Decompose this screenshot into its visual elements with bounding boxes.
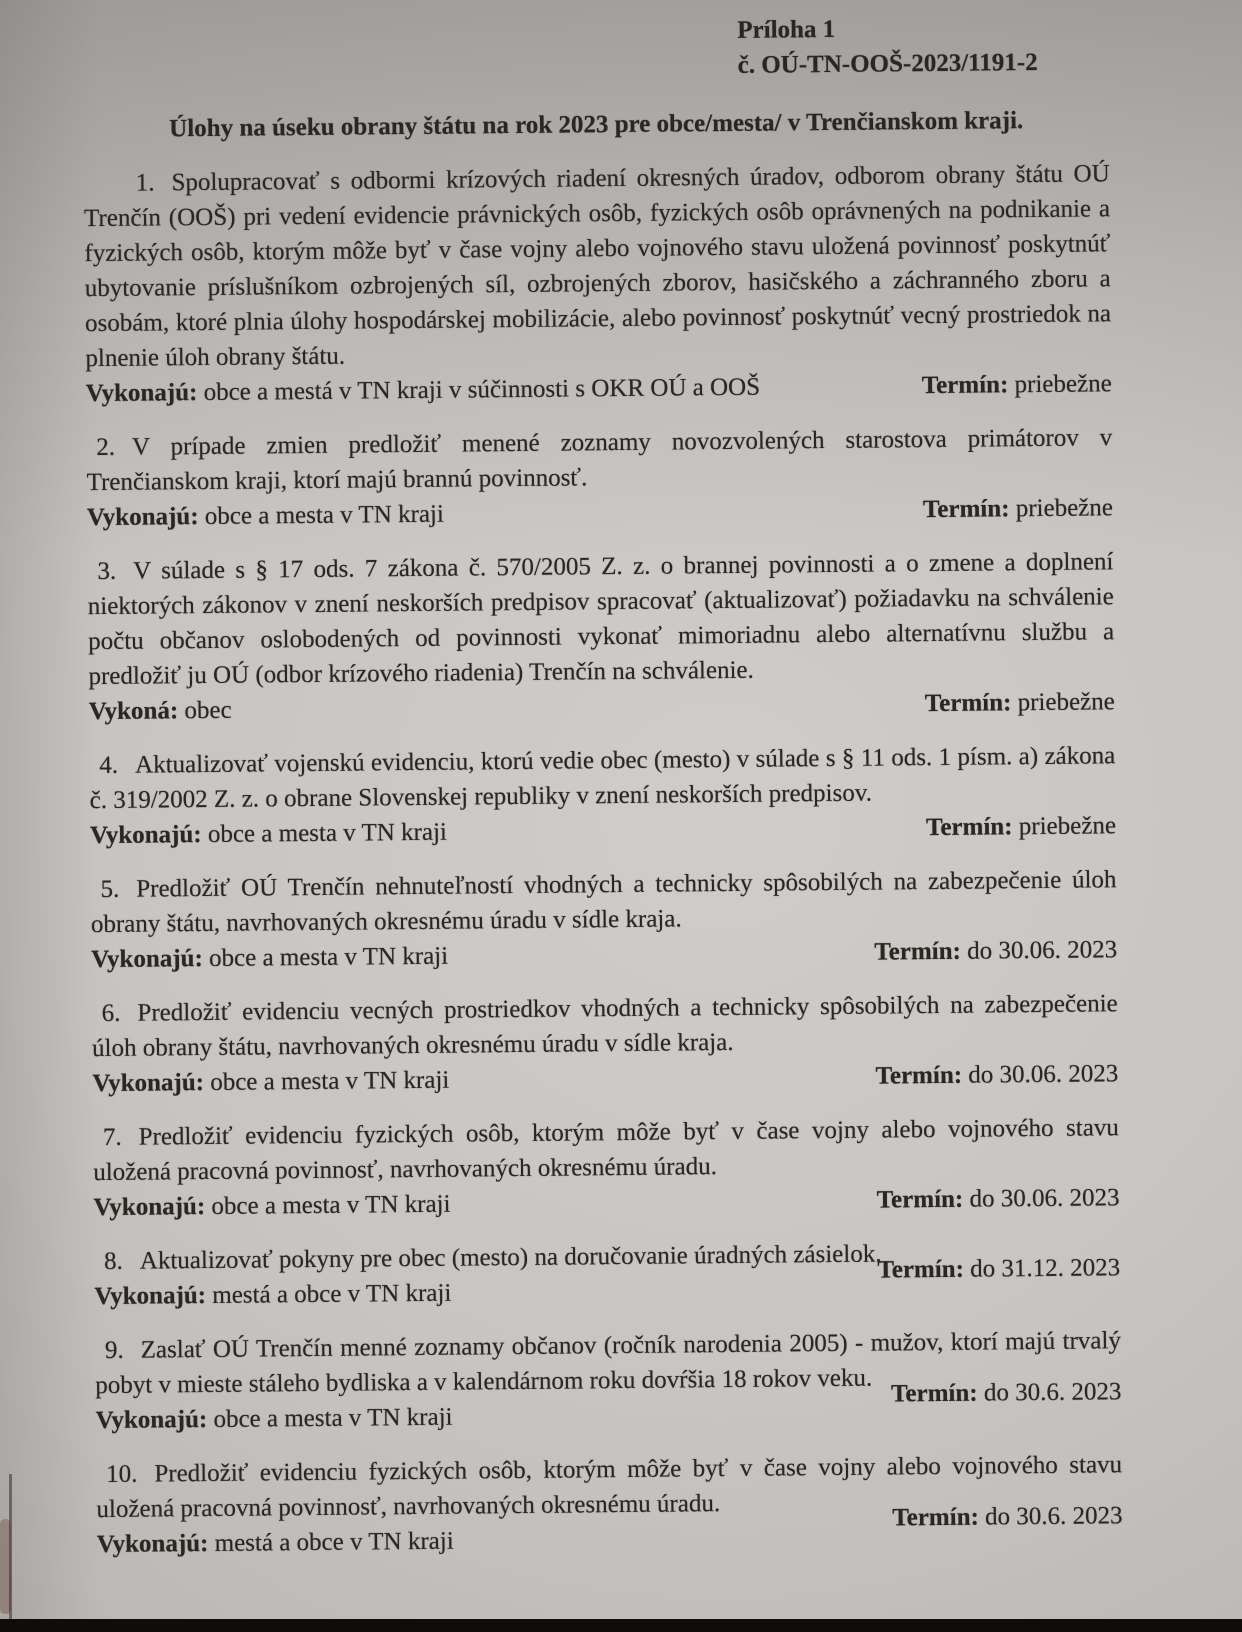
task-number: 9.: [104, 1336, 124, 1364]
term-label: Termín:: [925, 813, 1013, 842]
executor-label: Vykonajú:: [95, 1406, 208, 1435]
task-text: 7. Predložiť evidenciu fyzických osôb, ktorým môže byť v čase vojny alebo vojnového stavu uložená pracovná povinnosť, navrhovaných okresnému úradu.: [93, 1114, 1119, 1187]
executor-label: Vykoná:: [88, 697, 179, 726]
executor-line: [92, 1063, 449, 1101]
task-text: 4. Aktualizovať vojenskú evidenciu, ktorú vedie obec (mesto) v súlade s § 11 ods. 1 písm. a) zákona č. 319/2002 Z. z. o obrane Slovenskej republiky v znení neskorších predpisov.: [89, 742, 1116, 815]
task-item-1: [84, 156, 1112, 411]
executor-line: [90, 815, 447, 853]
executor-label: Vykonajú:: [96, 1530, 209, 1559]
term-label: Termín:: [874, 937, 962, 966]
term-label: Termín:: [890, 1379, 978, 1408]
term-line: [925, 684, 1115, 721]
executor-line: [91, 939, 448, 977]
task-item-9: [95, 1323, 1122, 1438]
term-line: [877, 1180, 1120, 1217]
executor-value: obce a mesta v TN kraji: [213, 1403, 453, 1433]
task-item-7: [93, 1110, 1120, 1225]
task-item-6: [92, 986, 1119, 1101]
term-value: priebežne: [1014, 370, 1112, 399]
executor-label: Vykonajú:: [91, 945, 203, 974]
executor-value: obce a mesta v TN kraji: [210, 1066, 450, 1096]
executor-line: [87, 497, 444, 535]
term-label: Termín:: [921, 371, 1009, 400]
executor-value: obce a mesta v TN kraji: [208, 942, 449, 972]
task-number: 2.: [96, 433, 116, 462]
task-number: 7.: [102, 1123, 122, 1151]
task-text: 8. Aktualizovať pokyny pre obec (mesto) na doručovanie úradných zásielok.: [103, 1240, 882, 1275]
task-number: 3.: [97, 557, 117, 586]
term-value: do 31.12. 2023: [970, 1254, 1121, 1283]
term-label: Termín:: [877, 1255, 965, 1284]
task-text: 3. V súlade s § 17 ods. 7 zákona č. 570/2005 Z. z. o brannej povinnosti a o zmene a doplnení niektorých zákonov v znení neskorších predpisov spracovať (aktualizovať) požiadavku na schválenie počtu občanov oslobodených od povinnosti vykonať mimoriadnu alebo alternatívnu službu a predložiť ju OÚ (odbor krízového riadenia) Trenčín na schválenie.: [87, 548, 1115, 691]
task-item-4: [89, 738, 1116, 853]
task-item-8: [94, 1234, 1121, 1314]
executor-label: Vykonajú:: [86, 503, 199, 532]
executor-value: mestá a obce v TN kraji: [212, 1279, 452, 1309]
task-number: 10.: [106, 1460, 138, 1488]
executor-value: obce a mesta v TN kraji: [204, 500, 445, 530]
term-value: priebežne: [1015, 494, 1114, 523]
term-line: [922, 366, 1112, 403]
executor-value: obce a mesta v TN kraji: [211, 1190, 451, 1220]
executor-label: Vykonajú:: [92, 1069, 205, 1098]
task-text: 5. Predložiť OÚ Trenčín nehnuteľností vhodných a technicky spôsobilých na zabezpečenie úloh obrany štátu, navrhovaných okresnému úradu v sídle kraja.: [90, 866, 1117, 939]
term-value: priebežne: [1017, 688, 1115, 717]
term-label: Termín:: [892, 1503, 979, 1532]
task-text: 6. Predložiť evidenciu vecných prostriedkov vhodných a technicky spôsobilých na zabezpečenie úloh obrany štátu, navrhovaných okresnému úradu v sídle kraja.: [91, 990, 1118, 1063]
term-label: Termín:: [924, 689, 1012, 718]
task-number: 4.: [99, 751, 119, 780]
term-value: do 30.6. 2023: [984, 1502, 1123, 1531]
executor-label: Vykonajú:: [89, 821, 202, 850]
executor-value: obce a mesta v TN kraji: [207, 818, 448, 848]
executor-line: [94, 1276, 451, 1314]
term-value: priebežne: [1018, 812, 1117, 841]
executor-line: [93, 1187, 450, 1225]
task-text: 9. Zaslať OÚ Trenčín menné zoznamy občanov (ročník narodenia 2005) - mužov, ktorí majú trvalý pobyt v mieste stáleho bydliska a v kalendárnom roku dovŕšia 18 rokov veku.: [95, 1327, 1122, 1400]
executor-line: [89, 693, 232, 729]
task-number: 8.: [103, 1247, 123, 1275]
executor-value: obce a mestá v TN kraji v súčinnosti s OKR OÚ a OOŠ: [203, 373, 761, 406]
term-line: [923, 490, 1113, 527]
term-label: Termín:: [875, 1061, 963, 1090]
term-label: Termín:: [876, 1185, 964, 1214]
task-text: 2. V prípade zmien predložiť menené zoznamy novozvolených starostova primátorov v Trenčianskom kraji, ktorí majú brannú povinnosť.: [86, 424, 1113, 497]
term-value: do 30.6. 2023: [983, 1378, 1122, 1407]
document-header: [737, 9, 1109, 83]
term-value: do 30.06. 2023: [969, 1184, 1120, 1213]
task-number: 5.: [100, 875, 120, 904]
executor-label: Vykonajú:: [94, 1282, 207, 1311]
task-number: 1.: [135, 169, 155, 197]
term-line: [891, 1374, 1122, 1411]
task-number: 6.: [101, 999, 121, 1028]
executor-line: [86, 370, 761, 411]
annex-label: Príloha 1: [737, 15, 836, 44]
term-line: [926, 808, 1116, 845]
term-line: [877, 1250, 1120, 1287]
term-value: do 30.06. 2023: [968, 1060, 1119, 1089]
executor-value: mestá a obce v TN kraji: [214, 1527, 454, 1557]
task-item-10: [96, 1447, 1123, 1562]
executor-line: [97, 1524, 454, 1562]
task-item-3: [87, 544, 1115, 729]
term-label: Termín:: [922, 495, 1010, 524]
term-value: do 30.06. 2023: [967, 936, 1118, 965]
executor-line: [95, 1400, 452, 1438]
term-line: [892, 1498, 1123, 1535]
executor-label: Vykonajú:: [93, 1193, 206, 1222]
term-line: [875, 1056, 1118, 1093]
task-item-5: [90, 862, 1117, 977]
reference-number: č. OÚ-TN-OOŠ-2023/1191-2: [737, 48, 1038, 79]
task-item-2: [86, 420, 1113, 535]
scan-edge-line: [9, 1474, 12, 1619]
executor-value: obec: [184, 696, 232, 725]
scan-bottom-edge: [0, 1619, 1242, 1632]
task-text: 1. Spolupracovať s odbormi krízových riadení okresných úradov, odborom obrany štátu OÚ Trenčín (OOŠ) pri vedení evidencie právnických osôb, fyzických osôb oprávnených na podnikanie a fyzických osôb, ktorým môže byť v čase vojny alebo vojnového stavu uložená povinnosť poskytnúť ubytovanie príslušníkom ozbrojených síl, ozbrojených zborov, hasičského a záchranného zboru a osobám, ktoré plnia úlohy hospodárskej mobilizácie, alebo povinnosť poskytnúť vecný prostriedok na plnenie úloh obrany štátu.: [83, 160, 1112, 373]
document-title: Úlohy na úseku obrany štátu na rok 2023 pre obce/mesta/ v Trenčianskom kraji.: [169, 107, 1024, 143]
task-text: 10. Predložiť evidenciu fyzických osôb, ktorým môže byť v čase vojny alebo vojnového stavu uložená pracovná povinnosť, navrhovaných okresnému úradu.: [96, 1451, 1123, 1524]
executor-label: Vykonajú:: [85, 379, 198, 408]
term-line: [874, 932, 1117, 969]
